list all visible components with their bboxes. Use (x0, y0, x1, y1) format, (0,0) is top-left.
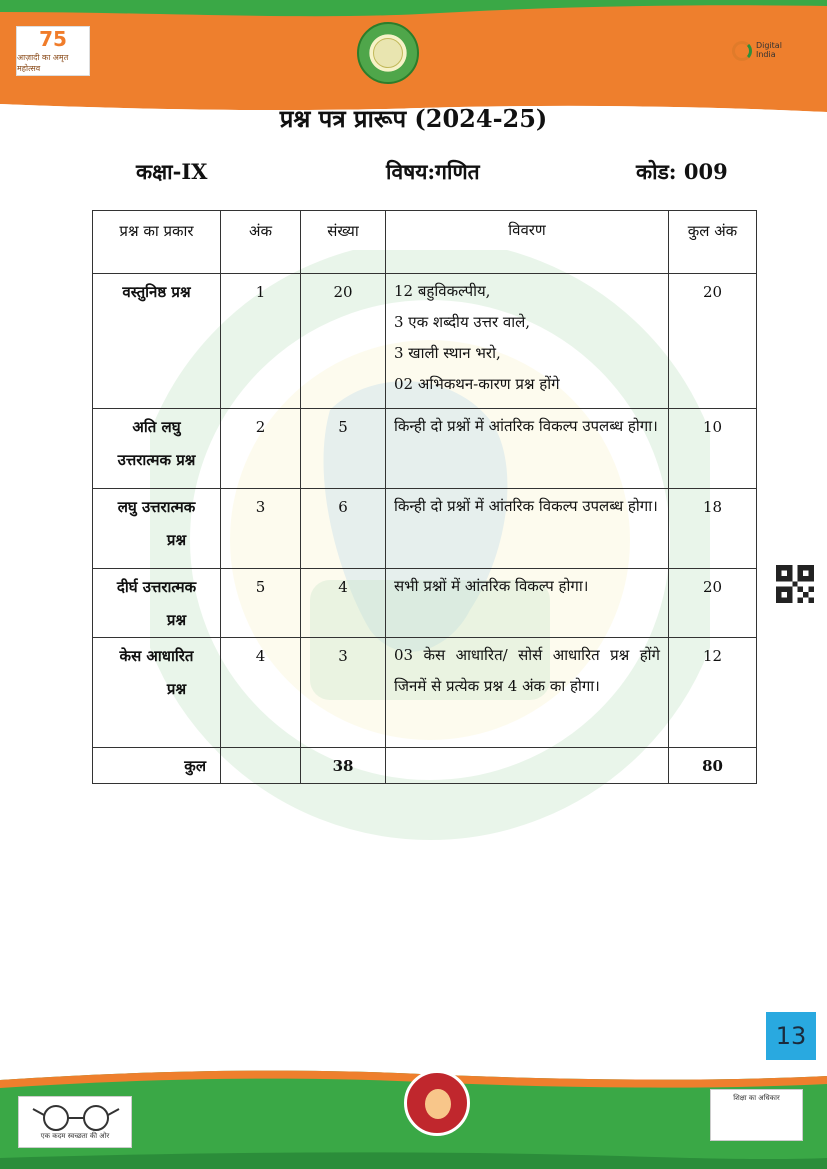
beti-bachao-beti-padhao-logo (404, 1070, 470, 1136)
total-marks-cell: 20 (669, 569, 757, 638)
description-cell: सभी प्रश्नों में आंतरिक विकल्प होगा। (386, 569, 669, 638)
class-label: कक्षा-IX (136, 159, 208, 184)
table-row (93, 638, 757, 748)
count-cell: 4 (301, 569, 386, 638)
subject-label: विषय:गणित (386, 159, 480, 184)
page-number: 13 (766, 1012, 816, 1060)
question-type-cell: दीर्घ उत्तरात्मक प्रश्न (93, 569, 221, 638)
total-marks-cell: 10 (669, 409, 757, 489)
description-cell: 03 केस आधारित/ सोर्स आधारित प्रश्न होंगे जिनमें से प्रत्येक प्रश्न 4 अंक का होगा। (386, 638, 669, 748)
table-row (93, 489, 757, 569)
table-row (93, 569, 757, 638)
azadi-ka-amrit-mahotsav-logo: 75 आज़ादी का अमृत महोत्सव (16, 26, 90, 76)
count-cell: 3 (301, 638, 386, 748)
total-marks-cell: 18 (669, 489, 757, 569)
table-header-row (93, 211, 757, 274)
marks-cell: 4 (221, 638, 301, 748)
total-marks-cell: 20 (669, 274, 757, 409)
total-label-cell: कुल (93, 748, 221, 784)
table-total-row (93, 748, 757, 784)
table-row (93, 409, 757, 489)
question-type-cell: अति लघु उत्तरात्मक प्रश्न (93, 409, 221, 489)
table-row (93, 274, 757, 409)
header-total-marks: कुल अंक (669, 211, 757, 274)
question-type-cell: लघु उत्तरात्मक प्रश्न (93, 489, 221, 569)
total-marks-cell: 12 (669, 638, 757, 748)
header-description: विवरण (386, 211, 669, 274)
header-marks: अंक (221, 211, 301, 274)
digital-india-logo: Digital India (732, 34, 804, 68)
right-to-education-logo: शिक्षा का अधिकार (710, 1089, 803, 1141)
grand-total-cell: 80 (669, 748, 757, 784)
marks-cell: 1 (221, 274, 301, 409)
board-emblem-logo (357, 22, 419, 84)
question-paper-table (92, 210, 757, 784)
qr-code (776, 565, 814, 603)
header-question-type: प्रश्न का प्रकार (93, 211, 221, 274)
count-cell: 5 (301, 409, 386, 489)
marks-cell (221, 748, 301, 784)
total-count-cell: 38 (301, 748, 386, 784)
question-type-cell: वस्तुनिष्ठ प्रश्न (93, 274, 221, 409)
marks-cell: 5 (221, 569, 301, 638)
question-type-cell: केस आधारित प्रश्न (93, 638, 221, 748)
description-cell (386, 748, 669, 784)
marks-cell: 2 (221, 409, 301, 489)
description-cell: किन्ही दो प्रश्नों में आंतरिक विकल्प उपलब्ध होगा। (386, 409, 669, 489)
code-label: कोड: 009 (636, 159, 728, 184)
description-cell: 12 बहुविकल्पीय, 3 एक शब्दीय उत्तर वाले, 3 खाली स्थान भरो, 02 अभिकथन-कारण प्रश्न होंगे (386, 274, 669, 409)
document-title: प्रश्न पत्र प्रारूप (2024-25) (279, 104, 548, 133)
marks-cell: 3 (221, 489, 301, 569)
count-cell: 20 (301, 274, 386, 409)
description-cell: किन्ही दो प्रश्नों में आंतरिक विकल्प उपलब्ध होगा। (386, 489, 669, 569)
header-count: संख्या (301, 211, 386, 274)
swachh-bharat-logo: एक कदम स्वच्छता की ओर (18, 1096, 132, 1148)
count-cell: 6 (301, 489, 386, 569)
